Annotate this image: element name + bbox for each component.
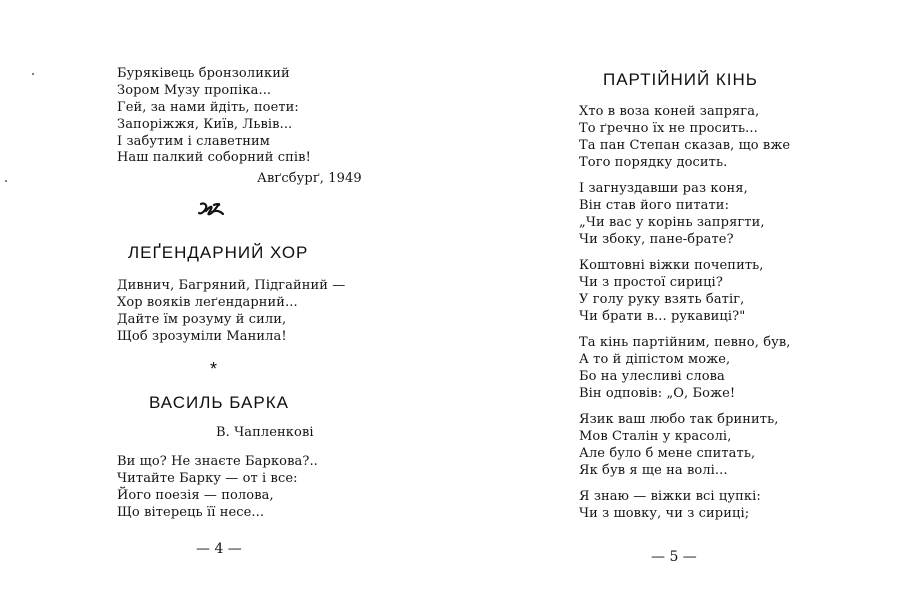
- verse-line: Запоріжжя, Київ, Львів...: [117, 117, 293, 132]
- verse-line: Він одповів: „О, Боже!: [579, 386, 736, 401]
- print-speck: [5, 180, 7, 182]
- verse-line: Буряківець бронзоликий: [117, 66, 290, 81]
- verse-line: І забутим і славетним: [117, 134, 271, 149]
- verse-line: „Чи вас у корінь запрягти,: [579, 215, 765, 230]
- verse-line: Як був я ще на волі...: [579, 463, 728, 478]
- poem-title: ПАРТІЙНИЙ КІНЬ: [603, 70, 758, 89]
- verse-line: Бо на улесливі слова: [579, 369, 725, 384]
- verse-line: Дайте їм розуму й сили,: [117, 312, 287, 327]
- poem-dedication: В. Чапленкові: [216, 425, 314, 440]
- section-separator-asterisk: *: [210, 359, 219, 379]
- verse-line: Його поезія — полова,: [117, 488, 274, 503]
- verse-line: У голу руку взять батіг,: [579, 292, 745, 307]
- verse-line: Зором Музу пропіка...: [117, 83, 272, 98]
- verse-line: І загнуздавши раз коня,: [579, 181, 748, 196]
- verse-line: То ґречно їх не просить...: [579, 121, 758, 136]
- verse-line: Ви що? Не знаєте Баркова?..: [117, 454, 318, 469]
- poem-title: ЛЕҐЕНДАРНИЙ ХОР: [128, 243, 309, 262]
- print-speck: [32, 73, 34, 75]
- verse-line: Щоб зрозуміли Манила!: [117, 329, 287, 344]
- verse-line: Хто в воза коней запряга,: [579, 104, 760, 119]
- poem-signature: Авґсбурґ, 1949: [257, 171, 362, 186]
- verse-line: Хор вояків леґендарний...: [117, 295, 298, 310]
- verse-line: Але було б мене спитать,: [579, 446, 756, 461]
- page-number: — 4 —: [196, 541, 242, 557]
- calligraphic-flourish-icon: [198, 201, 224, 217]
- verse-line: Коштовні віжки почепить,: [579, 258, 764, 273]
- verse-line: Мов Сталін у красолі,: [579, 429, 732, 444]
- verse-line: Того порядку досить.: [579, 155, 728, 170]
- verse-line: Читайте Барку — от і все:: [117, 471, 298, 486]
- verse-line: Язик ваш любо так бринить,: [579, 412, 779, 427]
- verse-line: Чи збоку, пане-брате?: [579, 232, 734, 247]
- verse-line: Чи брати в... рукавиці?": [579, 309, 746, 324]
- verse-line: Чи з шовку, чи з сириці;: [579, 506, 750, 521]
- verse-line: А то й діпістом може,: [579, 352, 731, 367]
- right-page: [450, 0, 900, 616]
- page-number: — 5 —: [651, 549, 697, 565]
- verse-line: Та кінь партійним, певно, був,: [579, 335, 791, 350]
- verse-line: Гей, за нами йдіть, поети:: [117, 100, 299, 115]
- verse-line: Що вітерець її несе...: [117, 505, 265, 520]
- verse-line: Та пан Степан сказав, що вже: [579, 138, 791, 153]
- verse-line: Він став його питати:: [579, 198, 730, 213]
- verse-line: Я знаю — віжки всі цупкі:: [579, 489, 761, 504]
- poem-title: ВАСИЛЬ БАРКА: [149, 393, 289, 412]
- verse-line: Чи з простої сириці?: [579, 275, 723, 290]
- verse-line: Наш палкий соборний спів!: [117, 150, 311, 165]
- verse-line: Дивнич, Багряний, Підгайний —: [117, 278, 346, 293]
